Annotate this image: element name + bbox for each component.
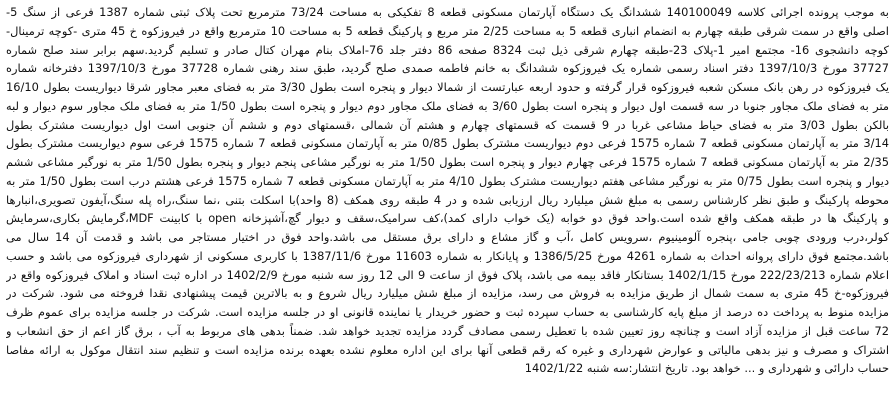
notice-line-11: محوطه پارکینگ و طبق نظر کارشناس رسمی به مبلغ شش میلیارد ریال ارزیابی شده و در 4 طبقه روی همکف (8 واحد)با اسکلت بتنی ،نما سنگ،راه پله سنگ،آیفون تصویری،انبارها <box>6 192 889 207</box>
notice-line-6: متر به فضای ملک مجاور جنوبا در سه قسمت اول دیوار و پنجره است بطول 3/60 به فضای ملک مجاور دوم دیوار و پنجره است بطول 1/50 متر به فضای ملک مجاور سوم دیوار و لبه <box>6 98 889 113</box>
notice-line-3: کوچه دانشجوی 16- مجتمع امیر 1-پلاک 23-طبقه چهارم شرقی ذیل ثبت 8324 صفحه 86 دفتر جلد 76-املاک بنام مهران کتال صادر و تسلیم گردید.سهم برابر سند صلح شماره <box>6 42 889 57</box>
notice-line-8: 3/14 متر به آپارتمان مسکونی قطعه 7 شماره 1575 فرعی دوم دیواریست مشترک بطول 0/85 متر به آپارتمان مسکونی قطعه 7 شماره 1575 فرعی سوم دیواریست مشترک بطول <box>6 136 889 151</box>
notice-line-5: یک فیروزکوه در رهن بانک مسکن شعبه فیروزکوه قرار گرفته و حدود اربعه عبارتست از شمالا دیوار و پنجره است بطول 3/30 متر به فضای معبر مجاور شرقا دیواریست بطول 16/10 <box>6 80 889 94</box>
notice-line-1: به موجب پرونده اجرائی کلاسه 140100049 ششدانگ یک دستگاه آپارتمان مسکونی قطعه 8 تفکیکی به مساحت 73/24 مترمربع تحت پلاک ثبتی شماره 1387 فرعی از سنگ 5- <box>6 5 889 19</box>
notice-line-19: اشتراک و مصرف و نیز بدهی مالیاتی و عوارض شهرداری و غیره که رقم قطعی آنها برای این اداره معلوم نشده بعهده برنده مزایده است و تنظیم سند انتقال موکول به ارائه مفاصا <box>6 342 889 357</box>
notice-line-15: اعلام شماره 222/23/213 مورخ 1402/1/15 بستانکار فاقد بیمه می باشد، پلاک فوق از ساعت 9 الی 12 روز سه شنبه مورخ 1402/2/9 در اداره ثبت اسناد و املاک فیروزکوه واقع در <box>6 267 889 282</box>
notice-line-4: 37727 مورخ 1397/10/3 دفتر اسناد رسمی شماره یک فیروزکوه ششدانگ به خانم فاطمه صمدی صلح گردید، طبق سند رهنی شماره 37728 مورخ 1397/10/3 دفترخانه شماره <box>6 61 889 76</box>
notice-line-14: باشد.مجتمع فوق دارای پروانه احداث به شماره 4261 مورخ 1386/5/25 و پایانکار به شماره 11603 مورخ 1387/11/6 با کاربری مسکونی از شهرداری فیروزکوه می باشد و حسب <box>6 248 889 263</box>
notice-line-9: 2/35 متر به آپارتمان مسکونی قطعه 7 شماره 1575 فرعی چهارم دیوار و پنجره است بطول 1/50 متر به نورگیر مشاعی پنجم دیوار و پنجره بطول 1/50 متر به نورگیر مشاعی ششم <box>6 155 889 169</box>
notice-line-16: فیروزکوه-خ 45 متری به سمت شمال از طریق مزایده به فروش می رسد، مزایده از مبلغ شش میلیارد ریال شروع و به بالاترین قیمت پیشنهادی نقدا فروخته می شود. شرکت در <box>6 286 889 301</box>
notice-line-7: بالکن بطول 3/03 متر به فضای حیاط مشاعی غربا در 9 قسمت که قسمتهای چهارم و هشتم آن شمالی ،قسمتهای دوم و ششم آن جنوبی است اول دیواریست مشترک بطول <box>6 117 889 132</box>
notice-line-17: مزایده منوط به پرداخت ده درصد از مبلغ پایه کارشناسی به حساب سپرده ثبت و حضور خریدار یا نماینده قانونی او در جلسه مزایده است. شرکت در جلسه مزایده برای عموم ظرف <box>6 305 889 319</box>
notice-line-20: حساب دارائی و شهرداری و ... خواهد بود. تاریخ انتشار:سه شنبه 1402/1/22 <box>524 361 889 376</box>
notice-line-12: و پارکینگ ها در طبقه همکف واقع شده است.واحد فوق دو خوابه (یک خواب دارای کمد)،کف سرامیک،سقف و دیوار گچ،آشپزخانه open با کابینت MDF،گرمایش بکاری،سرمایش <box>6 211 889 226</box>
notice-line-13: کولر،درب ورودی چوبی جامی ،پنجره آلومینیوم ،سرویس کامل ،آب و گاز مشاع و دارای برق مستقل می باشد.واحد فوق در اختیار مستاجر می باشد و قدمت آن 14 سال می <box>6 230 889 244</box>
notice-line-18: 72 ساعت قبل از مزایده آزاد است و چنانچه روز تعیین شده با تعطیل رسمی مصادف گردد مزایده تجدید خواهد شد. ضمناً بدهی های مربوط به آب ، برق گاز اعم از حق انشعاب و <box>6 323 889 338</box>
notice-line-2: اصلی واقع در سمت شرقی طبقه چهارم به انضمام انباری قطعه 5 به مساحت 2/25 متر مربع و پارکینگ قطعه 5 به مساحت 10 مترمربع واقع در فیروزکوه خ 45 متری -کوچه ترمینال- <box>6 23 889 38</box>
notice-line-10: دیوار و پنجره است بطول 0/75 متر به نورگیر مشاعی هفتم دیواریست مشترک بطول 4/10 متر به آپارتمان مسکونی قطعه 7 شماره 1575 فرعی هشتم درب است بطول 1/50 متر به <box>6 173 889 188</box>
